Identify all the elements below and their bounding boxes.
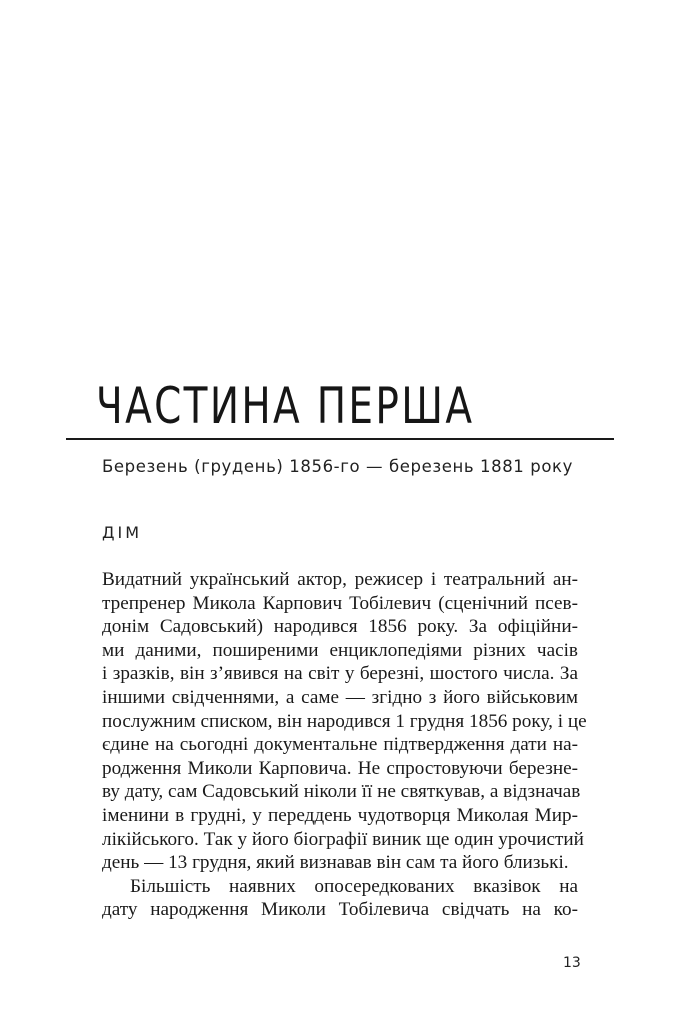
text-line: єдине на сьогодні документальне підтвердження дати на- [102,734,578,756]
text-line: Більшість наявних опосередкованих вказівок на [130,875,578,897]
text-line: ву дату, сам Садовський ніколи її не святкував, а відзначав [102,781,581,803]
text-line: донім Садовський) народився 1856 року. За офіційни- [102,616,578,638]
part-title: ЧАСТИНА ПЕРША [96,377,475,435]
text-line: ми даними, поширеними енциклопедіями різних часів [102,639,578,661]
body-text [102,568,587,922]
text-line: трепренер Микола Карпович Тобілевич (сценічний псев- [102,592,578,614]
text-line: іменини в грудні, у переддень чудотворця Миколая Мир- [102,804,578,826]
page-number: 13 [563,955,581,971]
text-line: дату народження Миколи Тобілевича свідчать на ко- [102,899,578,921]
text-line: і зразків, він з’явився на світ у березні, шостого числа. За [102,663,578,685]
part-subtitle: Березень (грудень) 1856-го — березень 1881 року [102,457,573,476]
text-line: лікійського. Так у його біографії виник ще один урочистий [102,828,584,850]
text-line: день — 13 грудня, який визнавав він сам та його близькі. [102,852,569,874]
text-line: послужним списком, він народився 1 грудня 1856 року, і це [102,710,587,732]
text-line: іншими свідченнями, а саме — згідно з його військовим [102,686,578,708]
text-line: родження Миколи Карповича. Не спростовуючи березне- [102,757,578,779]
section-heading: ДІМ [102,523,143,542]
text-line: Видатний український актор, режисер і театральний ан- [102,569,578,590]
title-rule [66,438,614,440]
